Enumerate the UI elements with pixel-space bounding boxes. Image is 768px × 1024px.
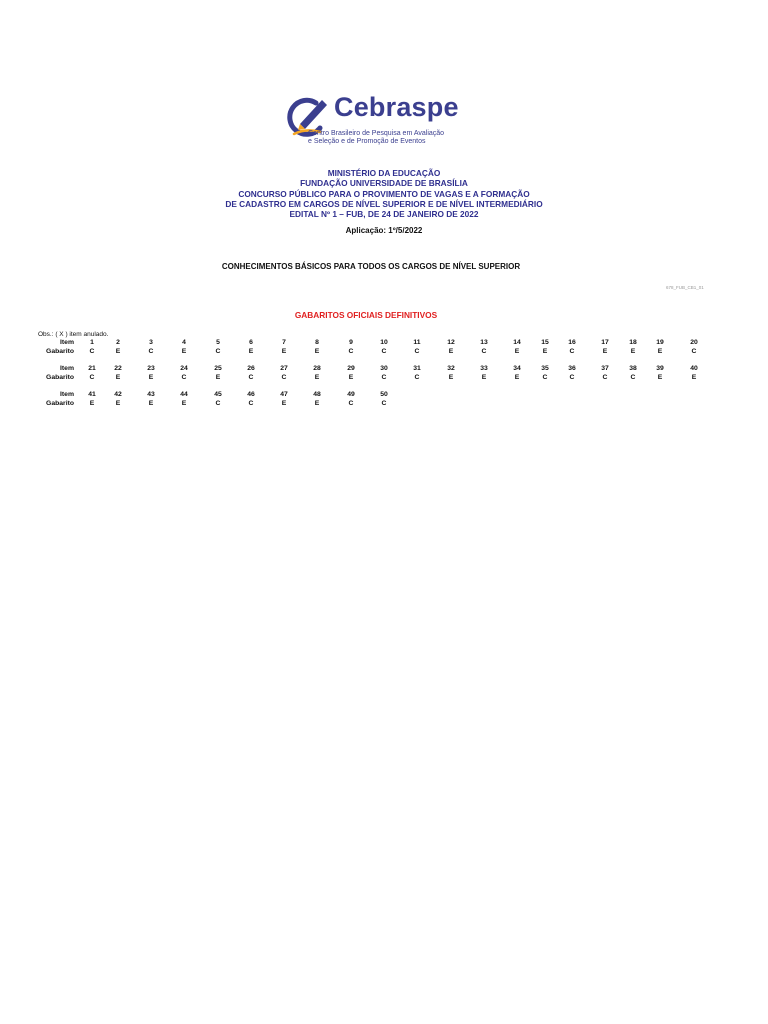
answer-value: C (630, 374, 636, 381)
item-number: 26 (247, 365, 255, 372)
item-number: 41 (88, 391, 96, 398)
item-number: 21 (88, 365, 96, 372)
heading-line: EDITAL Nº 1 – FUB, DE 24 DE JANEIRO DE 2022 (289, 209, 479, 220)
item-number: 23 (147, 365, 155, 372)
answer-value: C (381, 374, 387, 381)
item-number: 16 (568, 339, 576, 346)
answer-value: E (657, 348, 663, 355)
item-number: 50 (380, 391, 388, 398)
item-number: 28 (313, 365, 321, 372)
answer-value: C (215, 400, 221, 407)
answer-value: C (148, 348, 154, 355)
answer-value: E (448, 348, 454, 355)
item-number: 11 (413, 339, 421, 346)
item-number: 46 (247, 391, 255, 398)
answer-value: C (602, 374, 608, 381)
item-number: 33 (480, 365, 488, 372)
item-number: 31 (413, 365, 421, 372)
item-number: 25 (214, 365, 222, 372)
logo-subtitle-line1: Centro Brasileiro de Pesquisa em Avaliação (308, 130, 445, 137)
item-number: 5 (216, 339, 220, 346)
item-number: 13 (480, 339, 488, 346)
heading-line: MINISTÉRIO DA EDUCAÇÃO (327, 168, 441, 178)
item-row-label: Item (60, 339, 74, 346)
answer-value: E (314, 374, 320, 381)
answer-value: E (148, 374, 154, 381)
answer-value: C (414, 374, 420, 381)
answer-value: E (348, 374, 354, 381)
answer-value: C (89, 374, 95, 381)
item-number: 47 (280, 391, 288, 398)
answer-value: C (215, 348, 221, 355)
answer-value: C (89, 348, 95, 355)
item-number: 42 (114, 391, 122, 398)
item-number: 40 (690, 365, 698, 372)
item-number: 1 (90, 339, 94, 346)
answer-value: E (630, 348, 636, 355)
logo-name: Cebraspe (334, 92, 459, 122)
answer-value: E (115, 374, 121, 381)
answer-value: C (569, 348, 575, 355)
item-number: 44 (180, 391, 188, 398)
answer-value: E (314, 348, 320, 355)
item-number: 49 (347, 391, 355, 398)
answer-value: E (448, 374, 454, 381)
item-number: 36 (568, 365, 576, 372)
heading-line: CONCURSO PÚBLICO PARA O PROVIMENTO DE VAGAS E A FORMAÇÃO (238, 188, 530, 199)
answer-value: E (481, 374, 487, 381)
application-date: Aplicação: 1º/5/2022 (345, 226, 423, 235)
answer-value: C (481, 348, 487, 355)
item-number: 3 (149, 339, 153, 346)
item-number: 32 (447, 365, 455, 372)
item-number: 35 (541, 365, 549, 372)
answer-value: E (281, 400, 287, 407)
answer-value: E (89, 400, 95, 407)
item-number: 8 (315, 339, 319, 346)
item-number: 48 (313, 391, 321, 398)
answer-value: E (215, 374, 221, 381)
answer-value: C (348, 348, 354, 355)
item-number: 12 (447, 339, 455, 346)
answer-value: E (115, 348, 121, 355)
answer-value: E (115, 400, 121, 407)
item-number: 30 (380, 365, 388, 372)
obs-note: Obs.: ( X ) item anulado. (38, 331, 109, 338)
answer-value: C (181, 374, 187, 381)
item-number: 38 (629, 365, 637, 372)
answer-value: E (514, 374, 520, 381)
item-number: 19 (656, 339, 664, 346)
gabarito-row-label: Gabarito (46, 400, 74, 407)
item-number: 15 (541, 339, 549, 346)
item-number: 20 (690, 339, 698, 346)
item-number: 37 (601, 365, 609, 372)
item-number: 6 (249, 339, 253, 346)
item-number: 17 (601, 339, 609, 346)
answer-value: E (602, 348, 608, 355)
item-number: 10 (380, 339, 388, 346)
item-number: 18 (629, 339, 637, 346)
item-number: 39 (656, 365, 664, 372)
heading-line: FUNDAÇÃO UNIVERSIDADE DE BRASÍLIA (300, 178, 468, 189)
answer-value: C (381, 348, 387, 355)
answer-value: E (657, 374, 663, 381)
item-number: 9 (349, 339, 353, 346)
answer-value: C (248, 400, 254, 407)
item-number: 14 (513, 339, 521, 346)
answer-value: C (542, 374, 548, 381)
gabarito-row-label: Gabarito (46, 374, 74, 381)
item-number: 4 (182, 339, 186, 346)
heading-line: DE CADASTRO EM CARGOS DE NÍVEL SUPERIOR E DE NÍVEL INTERMEDIÁRIO (225, 198, 543, 209)
answer-value: E (281, 348, 287, 355)
item-row-label: Item (60, 391, 74, 398)
gabarito-title: GABARITOS OFICIAIS DEFINITIVOS (294, 310, 438, 320)
answer-value: C (569, 374, 575, 381)
logo-subtitle-line2: e Seleção e de Promoção de Eventos (308, 138, 426, 145)
item-number: 7 (282, 339, 286, 346)
answer-value: C (248, 374, 254, 381)
item-row-label: Item (60, 365, 74, 372)
item-number: 29 (347, 365, 355, 372)
answer-value: E (514, 348, 520, 355)
item-number: 27 (280, 365, 288, 372)
answer-value: C (281, 374, 287, 381)
answer-value: E (314, 400, 320, 407)
item-number: 22 (114, 365, 122, 372)
answer-value: E (248, 348, 254, 355)
answer-value: E (148, 400, 154, 407)
section-title: CONHECIMENTOS BÁSICOS PARA TODOS OS CARGOS DE NÍVEL SUPERIOR (221, 262, 521, 271)
answer-value: E (691, 374, 697, 381)
answer-value: C (348, 400, 354, 407)
answer-value: E (542, 348, 548, 355)
item-number: 45 (214, 391, 222, 398)
gabarito-row-label: Gabarito (46, 348, 74, 355)
document-code: 678_FUB_CB1_01 (666, 285, 704, 290)
item-number: 43 (147, 391, 155, 398)
item-number: 34 (513, 365, 521, 372)
item-number: 2 (116, 339, 120, 346)
answer-value: E (181, 400, 187, 407)
answer-value: C (414, 348, 420, 355)
answer-value: C (381, 400, 387, 407)
answer-value: E (181, 348, 187, 355)
answer-value: C (691, 348, 697, 355)
item-number: 24 (180, 365, 188, 372)
